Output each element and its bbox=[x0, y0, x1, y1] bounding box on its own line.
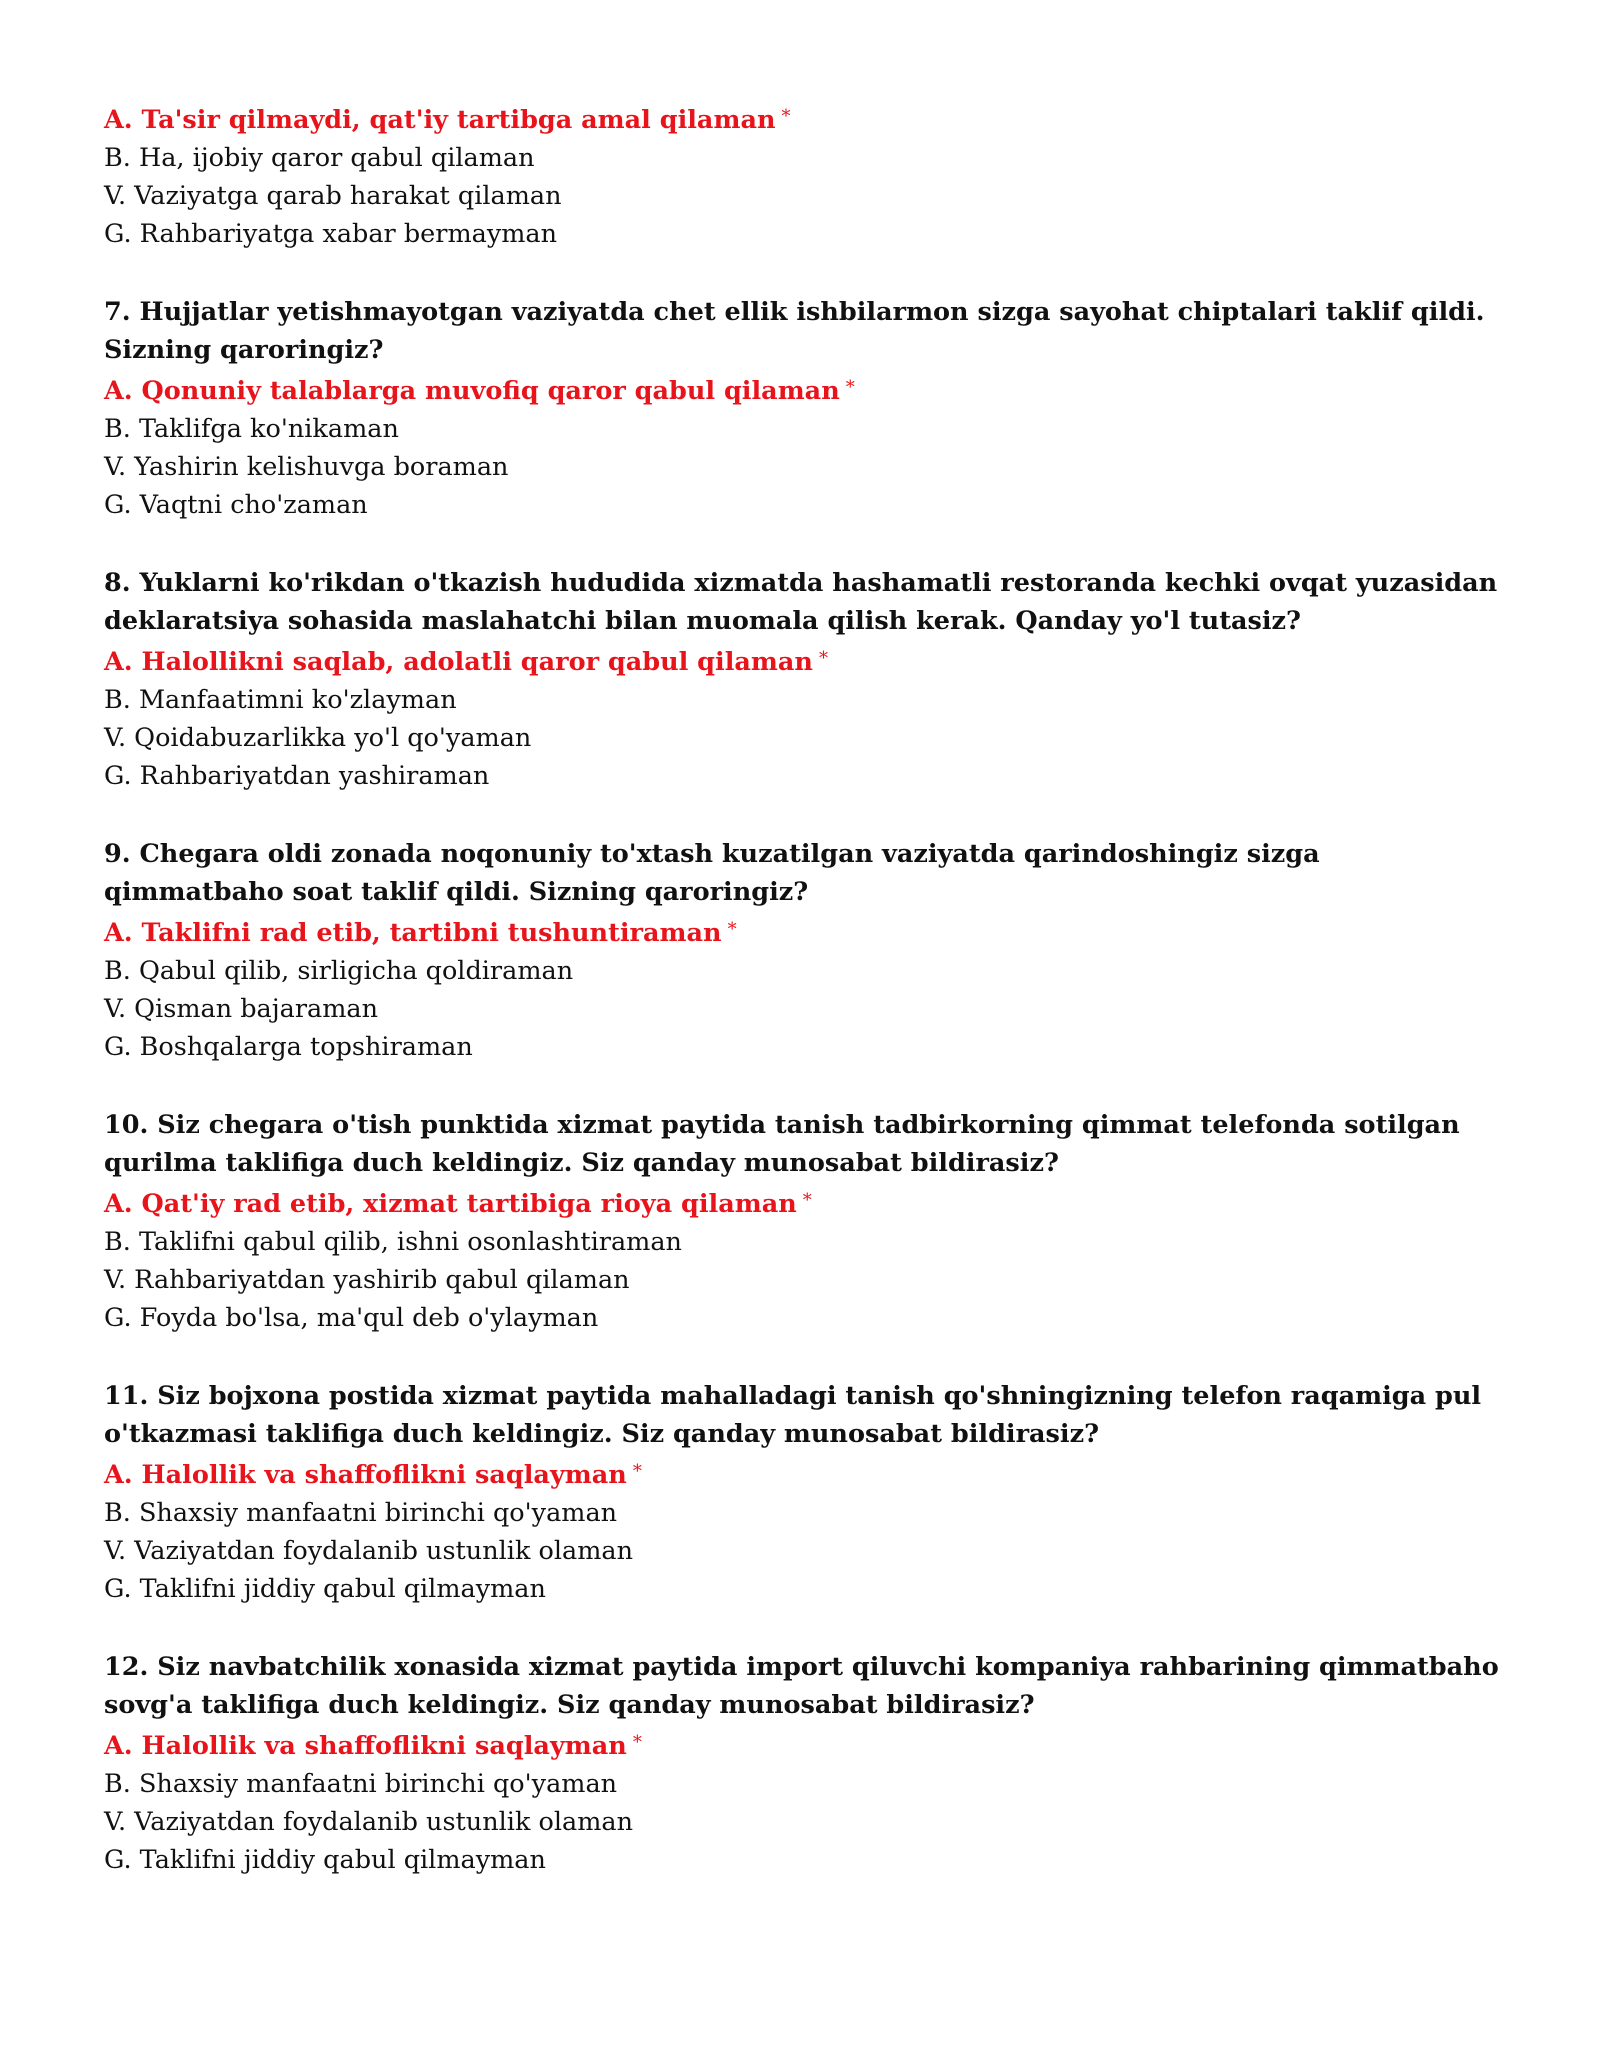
option: V. Qisman bajaraman bbox=[104, 994, 379, 1024]
question-text: 7. Hujjatlar yetishmayotgan vaziyatda chet ellik ishbilarmon sizga sayohat chiptalari taklif qildi. Sizning qaroringiz? bbox=[104, 297, 1485, 365]
question-text: 10. Siz chegara o'tish punktida xizmat paytida tanish tadbirkorning qimmat telefonda sotilgan qurilma taklifiga duch keldingiz. Siz qanday munosabat bildirasiz? bbox=[104, 1110, 1460, 1178]
question-text: 11. Siz bojxona postida xizmat paytida mahalladagi tanish qo'shningizning telefon raqamiga pul o'tkazmasi taklifiga duch keldingiz. Siz qanday munosabat bildirasiz? bbox=[104, 1381, 1482, 1449]
question-text: 8. Yuklarni ko'rikdan o'tkazish hududida xizmatda hashamatli restoranda kechki ovqat yuzasidan deklaratsiya sohasida maslahatchi bilan muomala qilish kerak. Qanday yo'l tutasiz? bbox=[104, 568, 1498, 636]
correct-marker: * bbox=[845, 377, 855, 398]
question-11 bbox=[104, 1377, 1504, 1608]
option: B. Qabul qilib, sirligicha qoldiraman bbox=[104, 956, 574, 986]
question-text: 9. Chegara oldi zonada noqonuniy to'xtash kuzatilgan vaziyatda qarindoshingiz sizga qimmatbaho soat taklif qildi. Sizning qaroringiz? bbox=[104, 839, 1320, 907]
option-correct: A. Qat'iy rad etib, xizmat tartibiga rioya qilaman * bbox=[104, 1189, 812, 1219]
option: V. Vaziyatdan foydalanib ustunlik olaman bbox=[104, 1536, 634, 1566]
correct-marker: * bbox=[727, 919, 737, 940]
option-correct: A. Halollik va shaffoflikni saqlayman * bbox=[104, 1460, 642, 1490]
question-8 bbox=[104, 564, 1504, 795]
question-12 bbox=[104, 1648, 1504, 1879]
correct-marker: * bbox=[632, 1461, 642, 1482]
option-correct: A. Halollik va shaffoflikni saqlayman * bbox=[104, 1731, 642, 1761]
option: B. Manfaatimni ko'zlayman bbox=[104, 685, 457, 715]
option: G. Taklifni jiddiy qabul qilmayman bbox=[104, 1845, 546, 1875]
option: G. Taklifni jiddiy qabul qilmayman bbox=[104, 1574, 546, 1604]
option: G. Rahbariyatga xabar bermayman bbox=[104, 219, 558, 249]
continued-options bbox=[104, 98, 1504, 253]
option: B. Shaxsiy manfaatni birinchi qo'yaman bbox=[104, 1498, 618, 1528]
option: G. Vaqtni cho'zaman bbox=[104, 490, 368, 520]
correct-marker: * bbox=[781, 106, 791, 127]
option: G. Boshqalarga topshiraman bbox=[104, 1032, 473, 1062]
question-text: 12. Siz navbatchilik xonasida xizmat paytida import qiluvchi kompaniya rahbarining qimmatbaho sovg'a taklifiga duch keldingiz. Siz qanday munosabat bildirasiz? bbox=[104, 1652, 1499, 1720]
question-10 bbox=[104, 1106, 1504, 1337]
option: B. Shaxsiy manfaatni birinchi qo'yaman bbox=[104, 1769, 618, 1799]
option: B. Ha, ijobiy qaror qabul qilaman bbox=[104, 143, 535, 173]
option-correct: A. Qonuniy talablarga muvofiq qaror qabul qilaman * bbox=[104, 376, 855, 406]
option-correct: A. Taklifni rad etib, tartibni tushuntiraman * bbox=[104, 918, 737, 948]
correct-marker: * bbox=[818, 648, 828, 669]
option: G. Foyda bo'lsa, ma'qul deb o'ylayman bbox=[104, 1303, 599, 1333]
option: V. Rahbariyatdan yashirib qabul qilaman bbox=[104, 1265, 630, 1295]
option: V. Vaziyatga qarab harakat qilaman bbox=[104, 181, 562, 211]
option: B. Taklifga ko'nikaman bbox=[104, 414, 399, 444]
correct-marker: * bbox=[802, 1190, 812, 1211]
option: V. Yashirin kelishuvga boraman bbox=[104, 452, 509, 482]
question-9 bbox=[104, 835, 1504, 1066]
option: G. Rahbariyatdan yashiraman bbox=[104, 761, 490, 791]
option-correct: A. Ta'sir qilmaydi, qat'iy tartibga amal qilaman * bbox=[104, 105, 791, 135]
quiz-page bbox=[104, 98, 1504, 1919]
option-correct: A. Halollikni saqlab, adolatli qaror qabul qilaman * bbox=[104, 647, 828, 677]
option: B. Taklifni qabul qilib, ishni osonlashtiraman bbox=[104, 1227, 682, 1257]
option: V. Vaziyatdan foydalanib ustunlik olaman bbox=[104, 1807, 634, 1837]
correct-marker: * bbox=[632, 1732, 642, 1753]
option: V. Qoidabuzarlikka yo'l qo'yaman bbox=[104, 723, 532, 753]
question-7 bbox=[104, 293, 1504, 524]
